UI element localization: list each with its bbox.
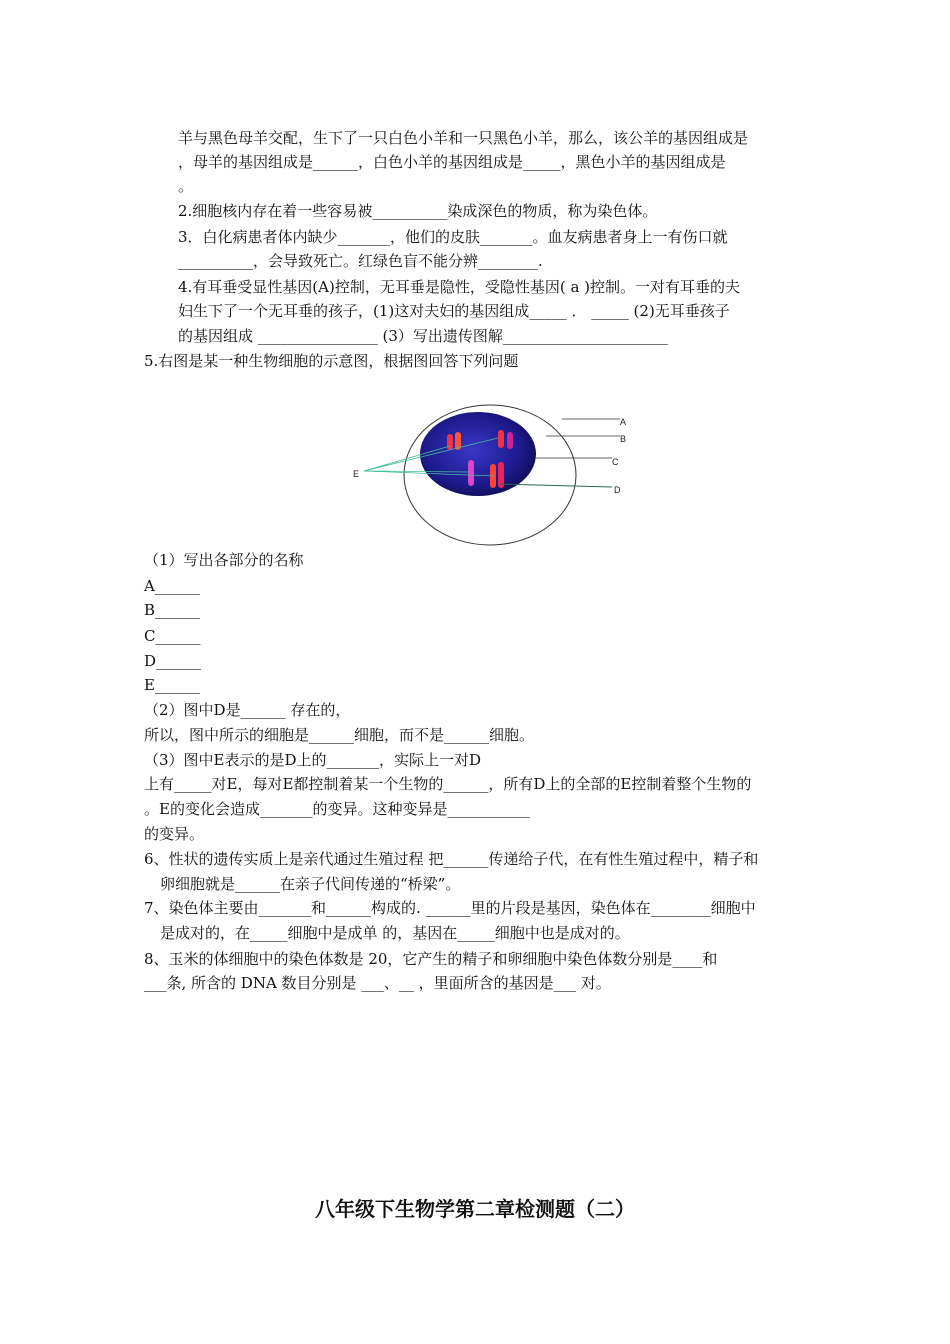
text-line: （2）图中D是______ 存在的， [144, 701, 351, 719]
text-line: 的基因组成 ________________ (3）写出遗传图解______________________ [178, 327, 668, 345]
text-line: C______ [144, 627, 201, 645]
nucleus [420, 412, 536, 496]
text-line: ，母羊的基因组成是______，白色小羊的基因组成是_____，黑色小羊的基因组成是 [178, 153, 726, 171]
text-line: __________，会导致死亡。红绿色盲不能分辨________. [178, 252, 543, 270]
text-line: 3．白化病患者体内缺少_______，他们的皮肤_______。血友病患者身上一有伤口就 [178, 228, 728, 246]
text-line: 2.细胞核内存在着一些容易被__________染成深色的物质，称为染色体。 [178, 202, 658, 220]
text-line: 4.有耳垂受显性基因(A)控制，无耳垂是隐性，受隐性基因( a )控制。一对有耳垂的夫 [178, 278, 741, 296]
text-line: 7、染色体主要由_______和______构成的. ______里的片段是基因，染色体在________细胞中 [144, 899, 756, 917]
text-line: 羊与黑色母羊交配，生下了一只白色小羊和一只黑色小羊，那么，该公羊的基因组成是 [178, 129, 749, 147]
text-line: （3）图中E表示的是D上的_______，实际上一对D [144, 751, 482, 769]
text-line: （1）写出各部分的名称 [144, 551, 304, 569]
label-b: B [620, 434, 627, 444]
text-line: B______ [144, 601, 201, 619]
text-line: 8、玉米的体细胞中的染色体数是 20，它产生的精子和卵细胞中染色体数分别是____和 [144, 950, 718, 968]
text-line: 上有_____对E，每对E都控制着某一个生物的______，所有D上的全部的E控制着整个生物的 [144, 775, 752, 793]
label-c: C [612, 457, 619, 467]
chromosome [507, 432, 513, 449]
text-line: 。 [178, 177, 194, 195]
text-line: 5.右图是某一种生物细胞的示意图，根据图回答下列问题 [144, 352, 519, 370]
text-line: 6、性状的遗传实质上是亲代通过生殖过程 把______传递给子代，在有性生殖过程中，精子和 [144, 850, 759, 868]
text-line: 妇生下了一个无耳垂的孩子，(1)这对夫妇的基因组成_____ ． _____ (2)无耳垂孩子 [178, 302, 730, 320]
text-line: 。E的变化会造成_______的变异。这种变异是___________ [144, 800, 530, 818]
text-line: D______ [144, 652, 202, 670]
chromosome [498, 430, 504, 448]
text-line: A______ [144, 577, 200, 595]
label-d: D [614, 485, 621, 495]
cell-diagram [340, 388, 640, 548]
text-line: 所以，图中所示的细胞是______细胞，而不是______细胞。 [144, 726, 535, 744]
label-e: E [353, 469, 360, 479]
chromosome [447, 434, 453, 450]
page-title: 八年级下生物学第二章检测题（二） [315, 1197, 635, 1221]
text-line: ___条, 所含的 DNA 数目分别是 ___、__ ，里面所含的基因是___ 对。 [144, 974, 611, 992]
text-line: 是成对的，在_____细胞中是成单 的，基因在_____细胞中也是成对的。 [160, 924, 630, 942]
text-line: E______ [144, 676, 200, 694]
text-line: 卵细胞就是______在亲子代间传递的“桥梁”。 [160, 875, 461, 893]
chromosome [468, 460, 474, 486]
label-a: A [620, 417, 627, 427]
text-line: 的变异。 [144, 825, 205, 843]
